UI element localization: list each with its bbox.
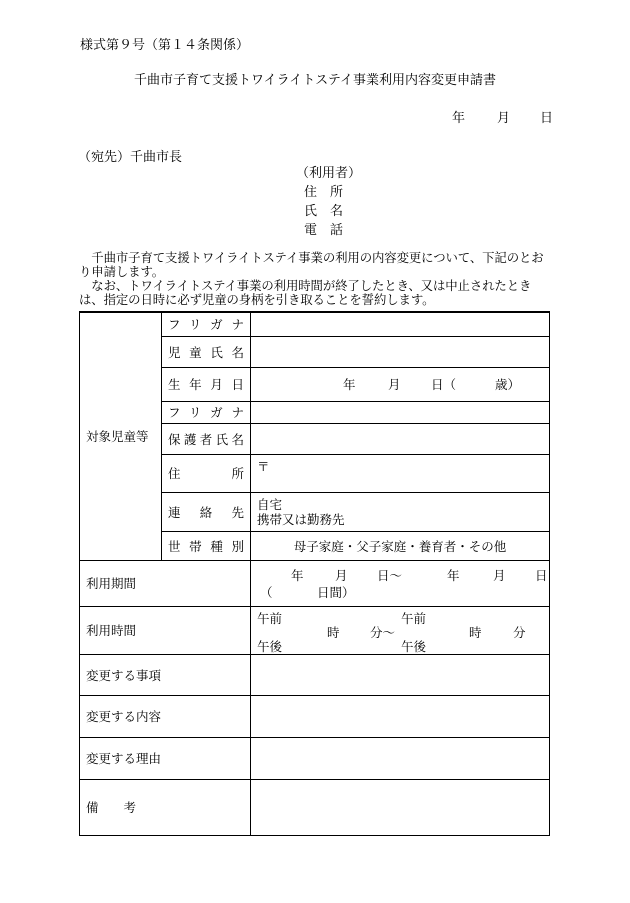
body-paragraph-1: 千曲市子育て支援トワイライトステイ事業の利用の内容変更について、下記のとおり申請します。 xyxy=(79,250,544,279)
birth-day-label: 日（ xyxy=(431,377,457,392)
period-label: 利用期間 xyxy=(80,560,251,606)
applicant-name-label: 氏 名 xyxy=(304,204,344,219)
period-day-end: 日 xyxy=(535,568,548,583)
applicant-address-label: 住 所 xyxy=(304,185,344,200)
change-item-label: 変更する事項 xyxy=(80,654,251,695)
applicant-phone-label: 電 話 xyxy=(304,223,344,238)
time-minute-start: 分～ xyxy=(370,625,396,640)
remarks-label: 備 考 xyxy=(80,779,251,835)
period-days-label: 日間） xyxy=(317,585,355,600)
household-type-options[interactable]: 母子家庭・父子家庭・養育者・その他 xyxy=(251,531,550,560)
change-reason-label: 変更する理由 xyxy=(80,737,251,779)
change-content-label: 変更する内容 xyxy=(80,695,251,737)
guardian-name-field[interactable] xyxy=(251,423,550,454)
date-year-label: 年 xyxy=(452,111,466,126)
change-reason-field[interactable] xyxy=(251,737,550,779)
birth-month-label: 月 xyxy=(388,377,401,392)
document-title: 千曲市子育て支援トワイライトステイ事業利用内容変更申請書 xyxy=(134,73,496,88)
date-day-label: 日 xyxy=(540,111,554,126)
period-year-start: 年 xyxy=(291,568,304,583)
child-name-field[interactable] xyxy=(251,336,550,367)
guardian-name-label: 保護者氏名 xyxy=(162,423,251,454)
time-minute-end: 分 xyxy=(513,625,526,640)
address-field[interactable] xyxy=(251,454,550,492)
table-row xyxy=(80,312,550,336)
contact-field[interactable] xyxy=(251,492,550,531)
table-row xyxy=(80,606,550,654)
change-content-field[interactable] xyxy=(251,695,550,737)
contact-label: 連 絡 先 xyxy=(162,492,251,531)
guardian-furigana-label: フリガナ xyxy=(162,401,251,423)
time-am-end: 午前 xyxy=(401,611,427,626)
date-month-label: 月 xyxy=(497,111,511,126)
time-field[interactable] xyxy=(251,606,550,654)
time-am-start: 午前 xyxy=(257,611,283,626)
contact-mobile-label: 携帯又は勤務先 xyxy=(257,511,345,527)
change-item-field[interactable] xyxy=(251,654,550,695)
period-month-start: 月 xyxy=(335,568,348,583)
applicant-label: （利用者） xyxy=(296,166,362,181)
time-pm-end: 午後 xyxy=(401,639,427,654)
date-line xyxy=(0,107,630,125)
period-month-end: 月 xyxy=(493,568,506,583)
form-number: 様式第９号（第１４条関係） xyxy=(80,38,250,53)
time-hour-end: 時 xyxy=(469,625,482,640)
table-row xyxy=(80,779,550,835)
address-label: 住 所 xyxy=(162,454,251,492)
table-row xyxy=(80,695,550,737)
body-text xyxy=(79,251,549,307)
table-row xyxy=(80,737,550,779)
period-days-open: （ xyxy=(260,585,273,600)
child-name-label: 児童氏名 xyxy=(162,336,251,367)
time-pm-start: 午後 xyxy=(257,639,283,654)
household-type-label: 世帯種別 xyxy=(162,531,251,560)
application-table xyxy=(79,311,550,836)
addressee: （宛先）千曲市長 xyxy=(78,150,183,165)
time-label: 利用時間 xyxy=(80,606,251,654)
body-paragraph-2: なお、トワイライトステイ事業の利用時間が終了したとき、又は中止されたときは、指定の日時に必ず児童の身柄を引き取ることを誓約します。 xyxy=(79,278,532,307)
time-hour-start: 時 xyxy=(327,625,340,640)
target-children-group-label: 対象児童等 xyxy=(80,312,162,560)
postal-mark: 〒 xyxy=(257,458,270,474)
period-day-start: 日～ xyxy=(377,568,403,583)
period-year-end: 年 xyxy=(447,568,460,583)
period-field[interactable] xyxy=(251,560,550,606)
birthdate-label: 生年月日 xyxy=(162,367,251,401)
furigana-field[interactable] xyxy=(251,312,550,336)
birth-age-label: 歳） xyxy=(495,377,521,392)
table-row xyxy=(80,654,550,695)
guardian-furigana-field[interactable] xyxy=(251,401,550,423)
furigana-label: フリガナ xyxy=(162,312,251,336)
birthdate-field[interactable] xyxy=(251,367,550,401)
contact-home-label: 自宅 xyxy=(257,496,283,512)
applicant-block xyxy=(296,162,406,238)
table-row xyxy=(80,560,550,606)
birth-year-label: 年 xyxy=(343,377,356,392)
remarks-field[interactable] xyxy=(251,779,550,835)
